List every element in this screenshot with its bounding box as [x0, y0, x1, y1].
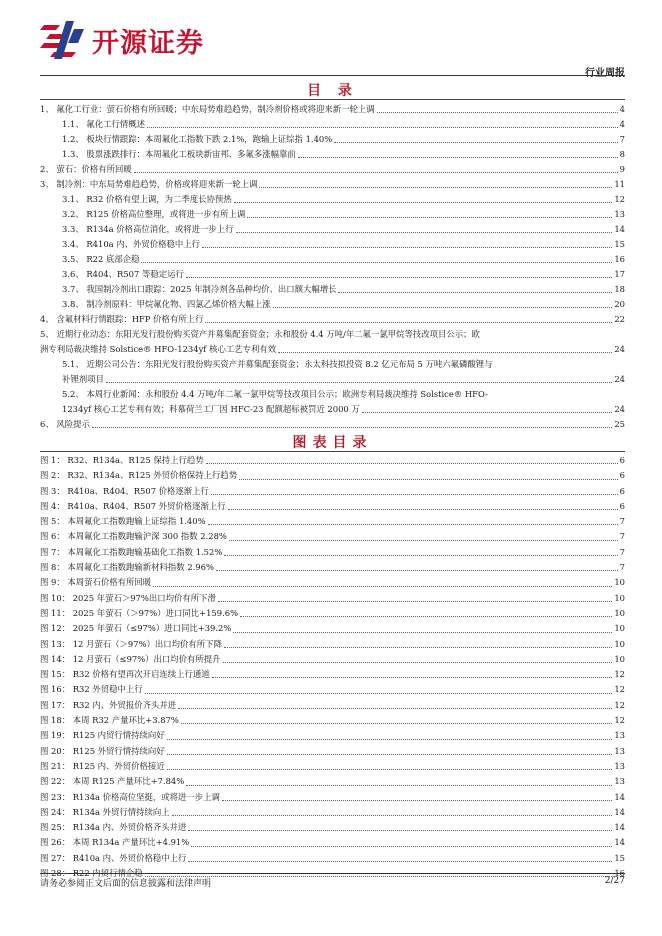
figures-index — [40, 453, 625, 881]
figure-entry-page: 12 — [614, 684, 625, 695]
figure-entry-title: 图 26： 本周 R134a 产量环比+4.91% — [40, 837, 190, 848]
figures-index-title: 图表目录 — [292, 435, 373, 451]
page-header — [40, 14, 625, 79]
toc-entry[interactable]: 1.3、 股票涨跌排行：本周氟化工板块新宙邦、多氟多涨幅靠前 8 — [62, 149, 625, 159]
leader-dots — [186, 277, 612, 278]
figure-entry[interactable] — [40, 529, 625, 544]
figure-entry-title: 图 1： R32、R134a、R125 保持上行趋势 — [40, 455, 204, 465]
report-type-label: 行业周报 — [585, 68, 625, 79]
figure-entry-title: 图 16： R32 外贸稳中上行 — [40, 684, 143, 695]
toc-entry[interactable]: 洲专利局裁决维持 Solstice® HFO-1234yf 核心工艺专利有效 24 — [40, 344, 625, 354]
leader-dots — [239, 479, 618, 480]
figure-entry-title: 图 23： R134a 价格高位坚挺，或将进一步上调 — [40, 791, 220, 802]
figure-entry-title: 图 3： R410a、R404、R507 价格逐渐上行 — [40, 485, 209, 496]
toc-entry-continued-line[interactable]: 5.1、 近期公司公告：东阳光发行股份购买资产并募集配套资金；永太科技拟投资 8.2 亿元布局 5 万吨六氟磷酸锂与 — [62, 359, 493, 369]
figure-entry[interactable] — [40, 805, 625, 820]
figure-entry-title: 图 15： R32 价格有望再次开启连续上行通道 — [40, 669, 210, 680]
figure-entry-title: 图 20： R125 外贸行情持续向好 — [40, 745, 165, 756]
toc-entry-continued-line[interactable]: 5、 近期行业动态：东阳光发行股份购买资产并募集配套资金；永和股份 4.4 万吨/年二氟一氯甲烷等技改项目公示；欧 — [40, 329, 480, 339]
leader-dots — [145, 876, 613, 877]
toc-entry[interactable]: 3.4、 R410a 内、外贸价格稳中上行 15 — [62, 239, 625, 249]
leader-dots — [206, 463, 618, 464]
toc-entry[interactable]: 1.2、 板块行情跟踪：本周氟化工指数下跌 2.1%，跑输上证综指 1.40% 7 — [62, 134, 625, 144]
figure-entry[interactable] — [40, 621, 625, 636]
figure-entry[interactable] — [40, 667, 625, 682]
figure-entry[interactable] — [40, 698, 625, 713]
leader-dots — [273, 307, 613, 308]
figure-entry-title: 图 12： 2025 年萤石（≤97%）进口同比+39.2% — [40, 623, 232, 634]
leader-dots — [141, 262, 612, 263]
header-divider — [40, 75, 625, 76]
figure-entry-title: 图 9： 本周萤石价格有所回暖 — [40, 577, 152, 588]
figures-title-divider — [40, 451, 625, 452]
brand-name: 开源证券 — [92, 27, 204, 59]
toc-entry[interactable]: 1.1、 氟化工行情概述 4 — [62, 119, 625, 129]
toc-entry[interactable]: 3.2、 R125 价格高位整理，或将进一步有所上调 13 — [62, 209, 625, 219]
figure-entry-page: 14 — [614, 791, 625, 802]
leader-dots — [178, 708, 612, 709]
figure-entry-page: 13 — [614, 745, 625, 756]
leader-dots — [240, 616, 612, 617]
figure-entry-page: 13 — [614, 760, 625, 771]
toc-entry[interactable]: 6、 风险提示 25 — [40, 419, 625, 429]
leader-dots — [259, 187, 612, 188]
figure-entry[interactable] — [40, 728, 625, 743]
figure-entry-page: 6 — [619, 470, 625, 481]
leader-dots — [188, 830, 612, 831]
toc-entry[interactable]: 3.6、 R404、R507 等稳定运行 17 — [62, 269, 625, 279]
leader-dots — [167, 754, 613, 755]
leader-dots — [298, 157, 618, 158]
leader-dots — [145, 693, 613, 694]
leader-dots — [186, 785, 612, 786]
figure-entry[interactable] — [40, 484, 625, 499]
figure-entry[interactable] — [40, 514, 625, 529]
figure-entry-title: 图 14： 12 月萤石（≤97%）出口均价有所提升 — [40, 653, 221, 664]
figure-entry-page: 6 — [619, 485, 625, 496]
figure-entry-title: 图 28： R22 内贸行情企稳 — [40, 868, 143, 879]
figure-entry-page: 14 — [614, 822, 625, 833]
toc-title: 目 录 — [307, 83, 358, 99]
toc-entry[interactable]: 4、 含氟材料行情跟踪：HFP 价格有所上行 22 — [40, 314, 625, 324]
figure-entry-title: 图 18： 本周 R32 产量环比+3.87% — [40, 715, 179, 726]
toc-title-divider — [40, 99, 625, 100]
leader-dots — [224, 647, 612, 648]
toc-entry[interactable]: 3.5、 R22 底部企稳 16 — [62, 254, 625, 264]
toc-entry[interactable]: 3.7、 我国制冷剂出口跟踪：2025 年制冷剂各品种均价、出口额大幅增长 18 — [62, 284, 625, 294]
figure-entry[interactable] — [40, 468, 625, 483]
figure-entry[interactable] — [40, 575, 625, 590]
figure-entry-page: 14 — [614, 837, 625, 848]
toc-entry[interactable]: 补锂剂项目 24 — [62, 374, 625, 384]
leader-dots — [216, 570, 618, 571]
leader-dots — [202, 247, 612, 248]
leader-dots — [338, 292, 612, 293]
figure-entry[interactable] — [40, 835, 625, 850]
figure-entry[interactable] — [40, 790, 625, 805]
figure-entry[interactable] — [40, 637, 625, 652]
leader-dots — [223, 662, 613, 663]
figure-entry-page: 13 — [614, 776, 625, 787]
figure-entry-page: 10 — [614, 592, 625, 603]
leader-dots — [334, 142, 617, 143]
leader-dots — [208, 524, 618, 525]
page-number: 2/27 — [604, 876, 625, 886]
figure-entry-page: 7 — [619, 546, 625, 557]
figure-entry-page: 14 — [614, 806, 625, 817]
figure-entry-page: 6 — [619, 455, 625, 465]
disclaimer-note: 请务必参阅正文后面的信息披露和法律声明 — [40, 879, 212, 889]
figure-entry-page: 13 — [614, 730, 625, 741]
figure-entry-title: 图 19： R125 内贸行情持续向好 — [40, 730, 165, 741]
figure-entry-page: 7 — [619, 531, 625, 542]
figure-entry-page: 7 — [619, 516, 625, 527]
figure-entry-title: 图 21： R125 内、外贸价格接近 — [40, 760, 165, 771]
figure-entry-title: 图 7： 本周氟化工指数跑输基础化工指数 1.52% — [40, 546, 223, 557]
figure-entry-page: 7 — [619, 562, 625, 573]
figure-entry-title: 图 10： 2025 年萤石＞97%出口均价有所下滑 — [40, 592, 216, 603]
figure-entry-page: 12 — [614, 669, 625, 680]
figure-entry-page: 10 — [614, 638, 625, 649]
figure-entry-page: 10 — [614, 623, 625, 634]
figure-entry-title: 图 24： R134a 外贸行情持续向上 — [40, 806, 170, 817]
figure-entry-page: 6 — [619, 500, 625, 511]
figure-entry-page: 16 — [614, 868, 625, 879]
figure-entry-title: 图 22： 本周 R125 产量环比+7.84% — [40, 776, 185, 787]
table-of-contents — [40, 102, 625, 432]
toc-entry-continued-line[interactable]: 5.2、 本周行业新闻：永和股份 4.4 万吨/年二氟一氯甲烷等技改项目公示；欧洲专利局裁决维持 Solstice® HFO- — [62, 389, 488, 399]
leader-dots — [362, 412, 613, 413]
figure-entry-page: 15 — [614, 852, 625, 863]
leader-dots — [236, 232, 613, 233]
leader-dots — [229, 540, 618, 541]
leader-dots — [211, 494, 618, 495]
leader-dots — [205, 322, 612, 323]
footer-divider — [40, 873, 625, 874]
leader-dots — [147, 127, 618, 128]
figure-entry[interactable] — [40, 560, 625, 575]
leader-dots — [153, 586, 612, 587]
leader-dots — [278, 352, 612, 353]
figure-entry-title: 图 6： 本周氟化工指数跑输沪深 300 指数 2.28% — [40, 531, 227, 542]
leader-dots — [172, 815, 613, 816]
figure-entry-page: 12 — [614, 699, 625, 710]
figure-entry-title: 图 8： 本周氟化工指数跑输新材料指数 2.96% — [40, 562, 214, 573]
leader-dots — [218, 601, 613, 602]
leader-dots — [188, 861, 612, 862]
figure-entry[interactable] — [40, 453, 625, 468]
figure-entry[interactable] — [40, 652, 625, 667]
leader-dots — [167, 739, 613, 740]
toc-entry[interactable]: 2、 萤石：价格有所回暖 9 — [40, 164, 625, 174]
leader-dots — [191, 846, 612, 847]
figure-entry[interactable] — [40, 499, 625, 514]
leader-dots — [134, 172, 618, 173]
brand-logo — [40, 18, 204, 62]
figure-entry-page: 10 — [614, 607, 625, 618]
toc-entry[interactable]: 3.1、 R32 价格有望上调，为二季度长协预热 12 — [62, 194, 625, 204]
leader-dots — [247, 217, 612, 218]
leader-dots — [377, 112, 618, 113]
figure-entry-title: 图 13： 12 月萤石（＞97%）出口均价有所下降 — [40, 638, 222, 649]
leader-dots — [222, 800, 612, 801]
figure-entry[interactable] — [40, 545, 625, 560]
figure-entry-title: 图 2： R32、R134a、R125 外贸价格保持上行趋势 — [40, 470, 238, 481]
toc-entry[interactable]: 3、 制冷剂：中东局势难趋趋势，价格或将迎来新一轮上调 11 — [40, 179, 625, 189]
figure-entry-page: 10 — [614, 577, 625, 588]
leader-dots — [167, 769, 613, 770]
figure-entry[interactable] — [40, 744, 625, 759]
figure-entry[interactable] — [40, 820, 625, 835]
figure-entry-title: 图 27： R410a 内、外贸价格稳中上行 — [40, 852, 187, 863]
leader-dots — [234, 202, 613, 203]
leader-dots — [106, 382, 612, 383]
figure-entry[interactable] — [40, 759, 625, 774]
figure-entry-title: 图 5： 本周氟化工指数跑输上证综指 1.40% — [40, 516, 206, 527]
toc-entry[interactable]: 3.3、 R134a 价格高位消化，或将进一步上行 14 — [62, 224, 625, 234]
toc-entry[interactable]: 1、 氟化工行业：萤石价格有所回暖；中东局势难趋趋势，制冷剂价格或将迎来新一轮上调 4 — [40, 104, 625, 114]
figure-entry[interactable] — [40, 591, 625, 606]
figure-entry[interactable] — [40, 682, 625, 697]
figure-entry-page: 10 — [614, 653, 625, 664]
figure-entry-title: 图 11： 2025 年萤石（＞97%）进口同比+159.6% — [40, 607, 239, 618]
kaiyuan-logo-icon — [40, 19, 86, 61]
figure-entry-title: 图 17： R32 内、外贸报价齐头并进 — [40, 699, 177, 710]
leader-dots — [228, 509, 618, 510]
toc-entry[interactable]: 3.8、 制冷剂原料：甲烷氟化物、四氯乙烯价格大幅上涨 20 — [62, 299, 625, 309]
figure-entry[interactable] — [40, 713, 625, 728]
leader-dots — [212, 677, 613, 678]
leader-dots — [224, 555, 617, 556]
figure-entry[interactable] — [40, 606, 625, 621]
figure-entry[interactable] — [40, 851, 625, 866]
figure-entry-page: 12 — [614, 715, 625, 726]
toc-entry[interactable]: 1234yf 核心工艺专利有效；科慕荷兰工厂因 HFC-23 配额超标被罚近 2000 万 24 — [62, 404, 625, 414]
leader-dots — [181, 723, 612, 724]
figure-entry-title: 图 4： R410a、R404、R507 外贸价格逐渐上行 — [40, 500, 226, 511]
leader-dots — [233, 632, 612, 633]
figure-entry[interactable] — [40, 774, 625, 789]
leader-dots — [92, 427, 612, 428]
figure-entry-title: 图 25： R134a 内、外贸价格齐头并进 — [40, 822, 187, 833]
